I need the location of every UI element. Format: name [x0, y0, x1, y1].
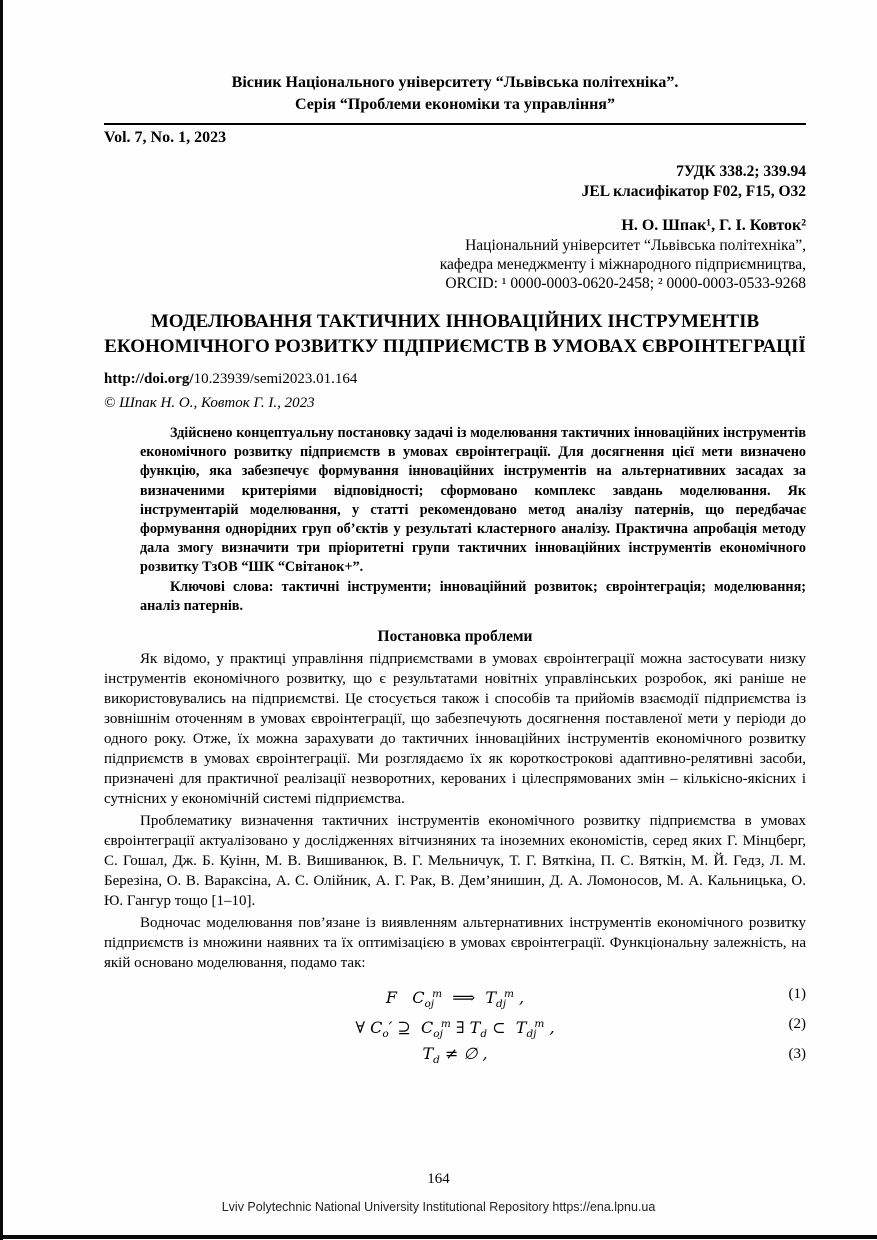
article-title: МОДЕЛЮВАННЯ ТАКТИЧНИХ ІННОВАЦІЙНИХ ІНСТРУМЕНТІВ ЕКОНОМІЧНОГО РОЗВИТКУ ПІДПРИЄМСТВ В УМОВАХ ЄВРОІНТЕГРАЦІЇ — [104, 311, 806, 357]
doi-prefix: http://doi.org/ — [104, 371, 194, 387]
equation-1-part: , — [513, 988, 525, 1008]
equation-1-formula — [385, 988, 525, 1011]
equation-3-sub: d — [433, 1054, 440, 1067]
page-content — [104, 72, 806, 1069]
paragraph-1: Як відомо, у практиці управління підприємствами в умовах євроінтеграції можна застосувати низку інструментів економічного розвитку, що є результатами новітніх управлінських розробок, які раніше не використовувались на підприємстві. Це стосується також і способів та прийомів взаємодії підприємства із зовнішнім оточенням в умовах євроінтеграції, що забезпечують досягнення поставленої мети у періоди до одного року. Отже, їх можна зарахувати до тактичних інноваційних інструментів економічного розвитку підприємств в умовах євроінтеграції. Ми розглядаємо їх як короткострокові адаптивно-релятивні засоби, призначені для практичної реалізації незворотних, керованих і цілеспрямованих змін – кількісно-якісних і сутнісних у економічній системі підприємства. — [104, 651, 806, 808]
equation-number-1: (1) — [788, 986, 806, 1003]
jel-label: JEL класифікатор F02, F15, O32 — [581, 183, 806, 200]
header-divider — [104, 123, 806, 125]
equation-1 — [104, 979, 806, 1009]
equation-1-part: ⟹ T — [442, 988, 496, 1008]
paragraph-2: Проблематику визначення тактичних інструментів економічного розвитку підприємства в умовах євроінтеграції актуалізовано у дослідженнях вітчизняних та іноземних економістів, серед яких Г. Мінцберг, С. Гошал, Дж. Б. Куінн, М. В. Вишиванюк, В. Г. Мельничук, Т. Г. Вяткіна, П. С. Вяткін, М. Й. Гедз, Л. М. Березіна, О. В. Вараксіна, А. С. Олійник, А. Г. Рак, В. Дем’янишин, Д. А. Ломоносов, М. А. Кальницька, О. Ю. Гангур тощо [1–10]. — [104, 813, 806, 910]
equation-2-part: ∃ T — [450, 1018, 481, 1038]
abstract-text: Здійснено концептуальну постановку задачі із моделювання тактичних інноваційних інструментів економічного розвитку підприємств в умовах євроінтеграції. Для досягнення цієї мети визначено функцію, яка забезпечує формування інноваційних інструментів на альтернативних засадах за визначеними критеріями відповідності; сформовано комплекс завдань моделювання. Як інструментарій моделювання, у статті рекомендовано метод аналізу патернів, що передбачає формування однорідних груп об’єктів у результаті кластерного аналізу. Практична апробація методу дала змогу визначити три пріоритетні групи тактичних інноваційних інструментів економічного розвитку ТзОВ “ШК “Світанок+”. — [140, 425, 806, 576]
equation-number-2: (2) — [788, 1016, 806, 1033]
equation-2-part: ′ ⊇ C — [388, 1018, 434, 1038]
equation-2-sub: oj — [433, 1028, 443, 1041]
doi-line — [104, 371, 806, 388]
affiliation-line-1: Національний університет “Львівська політехніка”, — [465, 237, 806, 254]
section-heading-problem: Постановка проблеми — [377, 628, 533, 646]
equations-block — [104, 979, 806, 1069]
affiliation-block — [104, 236, 806, 293]
classification-block — [104, 162, 806, 202]
udc-label: 7УДК 338.2; 339.94 — [676, 163, 806, 180]
journal-title-line2: Серія “Проблеми економіки та управління” — [295, 96, 615, 113]
equation-3-formula — [422, 1044, 488, 1067]
equation-2-sub: o — [382, 1028, 389, 1041]
copyright-line: © Шпак Н. О., Ковток Г. І., 2023 — [104, 395, 315, 411]
doi-link[interactable]: 10.23939/semi2023.01.164 — [193, 371, 358, 387]
keywords-text: Ключові слова: тактичні інструменти; інноваційний розвиток; євроінтеграція; моделювання; аналіз патернів. — [140, 578, 806, 614]
orcid-line: ORCID: ¹ 0000-0003-0620-2458; ² 0000-0003-0533-9268 — [445, 275, 806, 292]
volume-issue-label: Vol. 7, No. 1, 2023 — [104, 129, 227, 146]
page-number: 164 — [427, 1171, 450, 1187]
repository-footer: Lviv Polytechnic National University Institutional Repository https://ena.lpnu.ua — [221, 1200, 656, 1214]
journal-header — [104, 72, 806, 116]
equation-3-part: ≠ ∅ , — [439, 1044, 488, 1064]
equation-number-3: (3) — [788, 1046, 806, 1063]
equation-2-sub: d — [480, 1028, 488, 1041]
equation-2-sub: dj — [526, 1028, 537, 1041]
equation-2-sup: m — [534, 1018, 545, 1031]
equation-2-sup: m — [440, 1018, 451, 1031]
scan-edge-bottom — [0, 1235, 877, 1239]
equation-1-sub: oj — [424, 998, 435, 1011]
paragraph-3: Водночас моделювання пов’язане із виявленням альтернативних інструментів економічного розвитку підприємств із множини наявних та їх оптимізацією в умовах євроінтеграції. Функціональну залежність, на якій основано моделювання, подамо так: — [104, 915, 806, 972]
equation-2-part: ∀ C — [355, 1018, 383, 1038]
equation-1-sup: m — [503, 988, 514, 1001]
equation-3-part: T — [422, 1044, 434, 1064]
equation-2-part: ⊂ T — [487, 1018, 527, 1038]
equation-2-formula — [355, 1018, 555, 1041]
authors-line: Н. О. Шпак¹, Г. І. Ковток² — [621, 217, 806, 234]
equation-1-sup: m — [432, 988, 443, 1001]
equation-1-part: F C — [385, 988, 425, 1008]
equation-3 — [104, 1039, 806, 1069]
equation-1-sub: dj — [495, 998, 506, 1011]
affiliation-line-2: кафедра менеджменту і міжнародного підприємництва, — [439, 256, 806, 273]
equation-2-part: , — [544, 1018, 555, 1038]
scan-edge-left — [0, 0, 3, 1240]
journal-title-line1: Вісник Національного університету “Львівська політехніка”. — [231, 74, 679, 91]
equation-2 — [104, 1009, 806, 1039]
